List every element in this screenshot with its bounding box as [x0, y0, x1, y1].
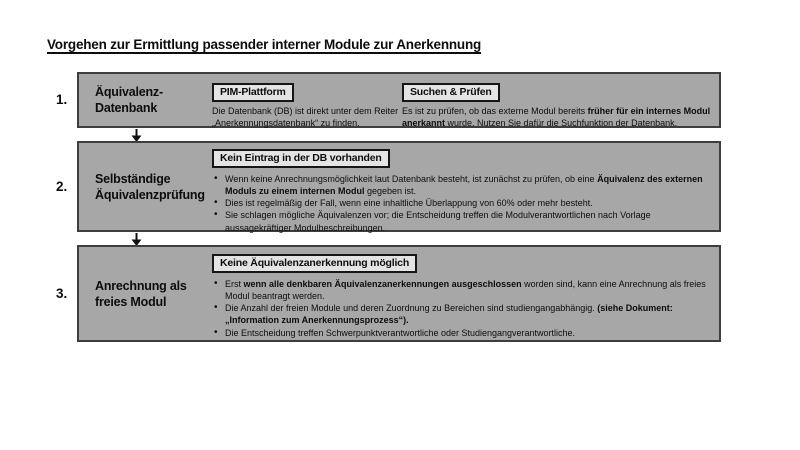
step-2-bullet-list: [212, 173, 717, 234]
step-3-number: 3.: [56, 286, 68, 301]
bullet-item: • Die Anzahl der freien Module und deren Zuordnung zu Bereichen sind studiengangabhängig. (siehe Dokument: „Information zum Anerkennungsprozess“).: [212, 302, 717, 326]
step-1-label-line-1: Äquivalenz-: [95, 84, 163, 99]
bullet-item: • Dies ist regelmäßig der Fall, wenn eine inhaltliche Überlappung von 60% oder mehr besteht.: [212, 197, 717, 209]
bullet-item: • Wenn keine Anrechnungsmöglichkeit laut Datenbank besteht, ist zunächst zu prüfen, ob eine Äquivalenz des externen Moduls zu einem internen Modul gegeben ist.: [212, 173, 717, 197]
step-3-box: [77, 245, 721, 342]
step-1-label: [95, 84, 163, 117]
step-3-label-line-2: freies Modul: [95, 294, 167, 309]
step-1-box: [77, 72, 721, 128]
arrow-down-icon: [130, 233, 143, 246]
suchen-pruefen-section: [402, 82, 724, 129]
step-3-content: [212, 253, 717, 339]
suchen-pruefen-tag: Suchen & Prüfen: [402, 83, 500, 102]
step-2-label-line-2: Äquivalenzprüfung: [95, 187, 205, 202]
pim-plattform-text: Die Datenbank (DB) ist direkt unter dem Reiter „Anerkennungsdatenbank“ zu finden.: [212, 106, 399, 129]
step-2-content: [212, 148, 717, 234]
step-3-bullet-list: [212, 278, 717, 339]
kein-eintrag-tag: Kein Eintrag in der DB vorhanden: [212, 149, 390, 168]
bullet-item: • Erst wenn alle denkbaren Äquivalenzanerkennungen ausgeschlossen worden sind, kann eine Anrechnung als freies Modul beantragt werden.: [212, 278, 717, 302]
step-3-label: [95, 277, 187, 310]
step-1-label-line-2: Datenbank: [95, 101, 158, 115]
step-2-label: [95, 170, 205, 203]
arrow-down-icon: [130, 129, 143, 142]
pim-plattform-section: [212, 82, 400, 129]
step-3-label-line-1: Anrechnung als: [95, 278, 187, 293]
keine-aequivalenz-tag: Keine Äquivalenzanerkennung möglich: [212, 254, 417, 273]
step-2-label-line-1: Selbständige: [95, 171, 171, 186]
suchen-pruefen-text: Es ist zu prüfen, ob das externe Modul bereits früher für ein internes Modul anerkannt wurde. Nutzen Sie dafür die Suchfunktion der Datenbank.: [402, 106, 711, 129]
bullet-item: • Die Entscheidung treffen Schwerpunktverantwortliche oder Studiengangverantwortliche.: [212, 327, 717, 339]
step-2-number: 2.: [56, 179, 68, 194]
bullet-item: • Sie schlagen mögliche Äquivalenzen vor; die Entscheidung treffen die Modulverantwortlichen nach Vorlage aussagekräftiger Modulbeschreibungen.: [212, 209, 717, 233]
step-1-number: 1.: [56, 92, 68, 107]
page-title: Vorgehen zur Ermittlung passender interner Module zur Anerkennung: [47, 37, 482, 52]
pim-plattform-tag: PIM-Plattform: [212, 83, 294, 102]
step-2-box: [77, 141, 721, 232]
